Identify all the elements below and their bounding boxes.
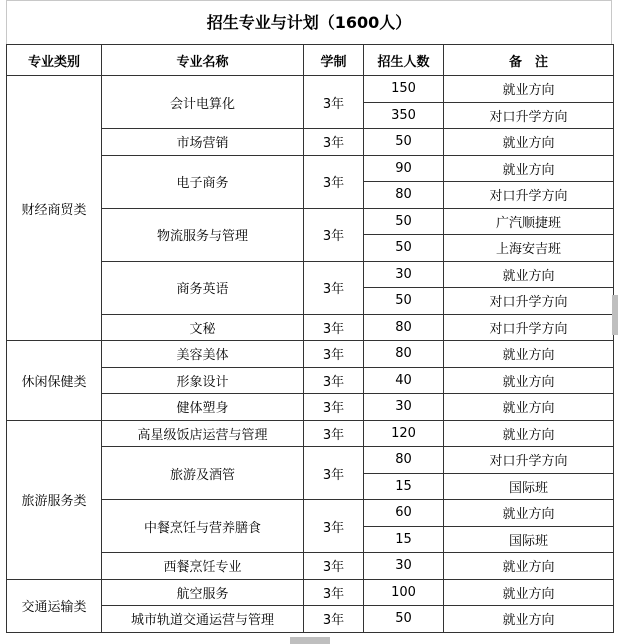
major-name-cell: 物流服务与管理 (102, 208, 304, 261)
major-name-cell: 高星级饭店运营与管理 (102, 420, 304, 447)
duration-cell: 3年 (304, 129, 364, 156)
enrollment-plan-table (6, 44, 614, 633)
count-cell: 50 (364, 208, 444, 235)
duration-cell: 3年 (304, 155, 364, 208)
major-name-cell: 电子商务 (102, 155, 304, 208)
note-cell: 对口升学方向 (444, 314, 614, 341)
major-name-cell: 文秘 (102, 314, 304, 341)
count-cell: 30 (364, 553, 444, 580)
note-cell: 就业方向 (444, 155, 614, 182)
count-cell: 50 (364, 129, 444, 156)
category-cell: 财经商贸类 (7, 76, 102, 341)
scan-artifact-bottom (290, 637, 330, 644)
table-row (7, 420, 614, 447)
duration-cell: 3年 (304, 367, 364, 394)
count-cell: 40 (364, 367, 444, 394)
table-row (7, 341, 614, 368)
duration-cell: 3年 (304, 606, 364, 633)
note-cell: 国际班 (444, 473, 614, 500)
table-row (7, 579, 614, 606)
count-cell: 30 (364, 261, 444, 288)
note-cell: 就业方向 (444, 261, 614, 288)
duration-cell: 3年 (304, 314, 364, 341)
count-cell: 80 (364, 447, 444, 474)
count-cell: 60 (364, 500, 444, 527)
count-cell: 15 (364, 526, 444, 553)
note-cell: 对口升学方向 (444, 182, 614, 209)
count-cell: 30 (364, 394, 444, 421)
duration-cell: 3年 (304, 394, 364, 421)
count-cell: 50 (364, 606, 444, 633)
note-cell: 就业方向 (444, 500, 614, 527)
major-name-cell: 商务英语 (102, 261, 304, 314)
note-cell: 就业方向 (444, 394, 614, 421)
note-cell: 就业方向 (444, 367, 614, 394)
page-title: 招生专业与计划（1600人） (6, 0, 612, 44)
major-name-cell: 健体塑身 (102, 394, 304, 421)
duration-cell: 3年 (304, 553, 364, 580)
duration-cell: 3年 (304, 76, 364, 129)
category-cell: 休闲保健类 (7, 341, 102, 421)
major-name-cell: 中餐烹饪与营养膳食 (102, 500, 304, 553)
major-name-cell: 会计电算化 (102, 76, 304, 129)
category-cell: 旅游服务类 (7, 420, 102, 579)
major-name-cell: 航空服务 (102, 579, 304, 606)
header-category: 专业类别 (7, 45, 102, 76)
category-cell: 交通运输类 (7, 579, 102, 632)
major-name-cell: 形象设计 (102, 367, 304, 394)
duration-cell: 3年 (304, 500, 364, 553)
table-header-row (7, 45, 614, 76)
duration-cell: 3年 (304, 261, 364, 314)
duration-cell: 3年 (304, 341, 364, 368)
table-row (7, 76, 614, 103)
header-duration: 学制 (304, 45, 364, 76)
note-cell: 对口升学方向 (444, 447, 614, 474)
count-cell: 80 (364, 314, 444, 341)
count-cell: 80 (364, 182, 444, 209)
note-cell: 就业方向 (444, 606, 614, 633)
note-cell: 就业方向 (444, 341, 614, 368)
note-cell: 对口升学方向 (444, 288, 614, 315)
count-cell: 80 (364, 341, 444, 368)
note-cell: 就业方向 (444, 420, 614, 447)
note-cell: 广汽顺捷班 (444, 208, 614, 235)
duration-cell: 3年 (304, 447, 364, 500)
header-enrollment-count: 招生人数 (364, 45, 444, 76)
duration-cell: 3年 (304, 420, 364, 447)
major-name-cell: 市场营销 (102, 129, 304, 156)
count-cell: 15 (364, 473, 444, 500)
count-cell: 150 (364, 76, 444, 103)
note-cell: 就业方向 (444, 129, 614, 156)
duration-cell: 3年 (304, 579, 364, 606)
note-cell: 对口升学方向 (444, 102, 614, 129)
count-cell: 100 (364, 579, 444, 606)
major-name-cell: 西餐烹饪专业 (102, 553, 304, 580)
note-cell: 就业方向 (444, 579, 614, 606)
duration-cell: 3年 (304, 208, 364, 261)
note-cell: 就业方向 (444, 553, 614, 580)
major-name-cell: 城市轨道交通运营与管理 (102, 606, 304, 633)
count-cell: 120 (364, 420, 444, 447)
count-cell: 50 (364, 288, 444, 315)
count-cell: 50 (364, 235, 444, 262)
count-cell: 90 (364, 155, 444, 182)
scan-artifact-right (612, 295, 618, 335)
header-notes: 备 注 (444, 45, 614, 76)
header-major-name: 专业名称 (102, 45, 304, 76)
major-name-cell: 旅游及酒管 (102, 447, 304, 500)
note-cell: 国际班 (444, 526, 614, 553)
count-cell: 350 (364, 102, 444, 129)
note-cell: 上海安吉班 (444, 235, 614, 262)
note-cell: 就业方向 (444, 76, 614, 103)
major-name-cell: 美容美体 (102, 341, 304, 368)
